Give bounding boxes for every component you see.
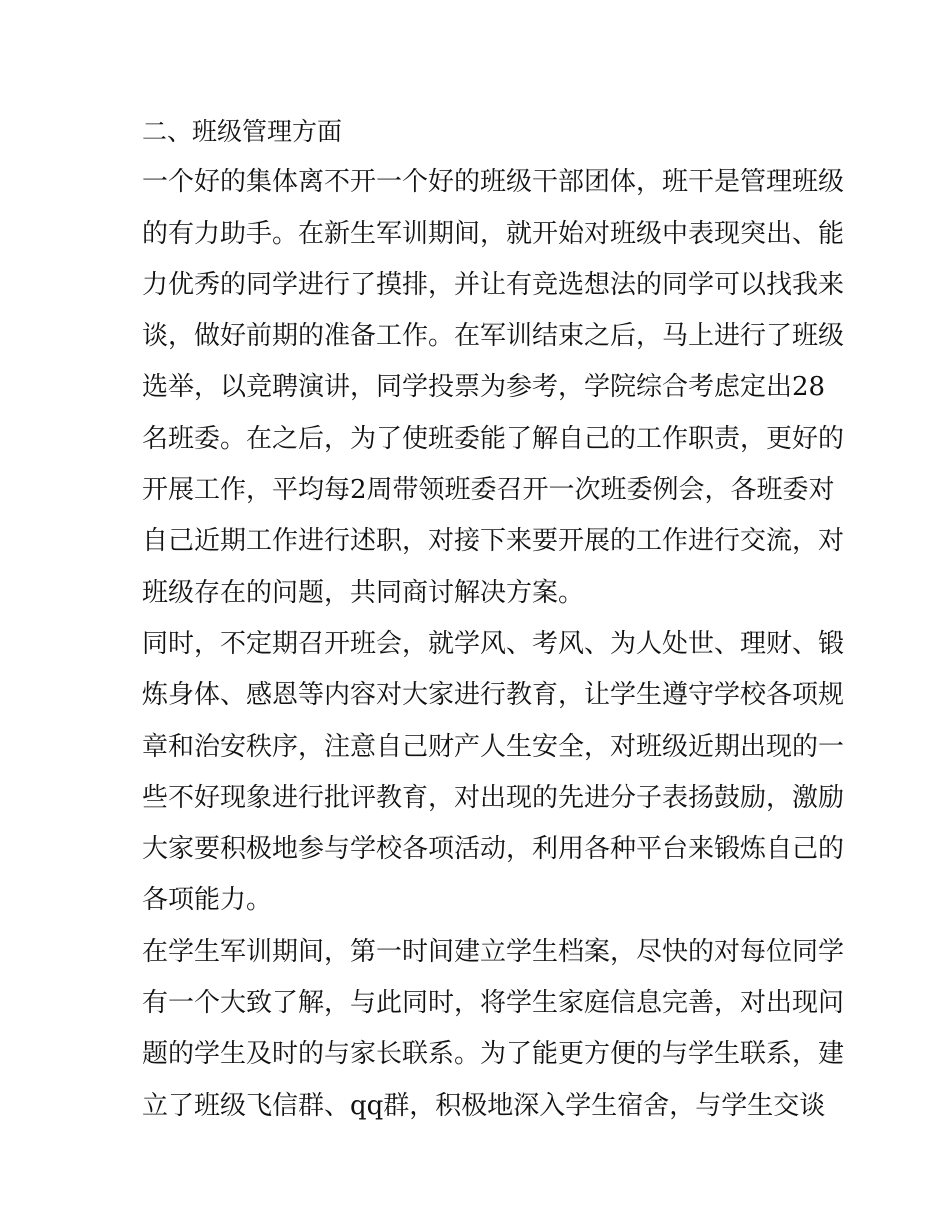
text-line: 在学生军训期间，第一时间建立学生档案，尽快的对每位同学 [142,936,845,967]
text-line: 各项能力。 [142,885,273,916]
section-heading: 二、班级管理方面 [142,117,343,146]
text-line: 立了班级飞信群、qq群，积极地深入学生宿舍，与学生交谈 [142,1090,826,1121]
text-line: 些不好现象进行批评教育，对出现的先进分子表扬鼓励，激励 [142,782,845,813]
text-line: 谈，做好前期的准备工作。在军训结束之后，马上进行了班级 [142,321,845,352]
paragraph-student-records [142,927,845,1132]
text-line: 的有力助手。在新生军训期间，就开始对班级中表现突出、能 [142,218,845,249]
text-line: 班级存在的问题，共同商讨解决方案。 [142,577,585,608]
paragraph-class-cadres [142,157,845,619]
text-line: 同时，不定期召开班会，就学风、考风、为人处世、理财、锻 [142,628,845,659]
text-line: 选举，以竞聘演讲，同学投票为参考，学院综合考虑定出28 [142,372,826,403]
document-body [142,106,845,1132]
text-line: 大家要积极地参与学校各项活动，利用各种平台来锻炼自己的 [142,834,845,865]
text-line: 有一个大致了解，与此同时，将学生家庭信息完善，对出现问 [142,988,845,1019]
text-line: 开展工作，平均每2周带领班委召开一次班委例会，各班委对 [142,475,835,506]
text-line: 一个好的集体离不开一个好的班级干部团体，班干是管理班级 [142,167,845,198]
text-line: 名班委。在之后，为了使班委能了解自己的工作职责，更好的 [142,423,845,454]
text-line: 力优秀的同学进行了摸排，并让有竞选想法的同学可以找我来 [142,269,845,300]
text-line: 炼身体、感恩等内容对大家进行教育，让学生遵守学校各项规 [142,680,845,711]
paragraph-class-meetings [142,619,845,927]
text-line: 自己近期工作进行述职，对接下来要开展的工作进行交流，对 [142,526,845,557]
text-line: 章和治安秩序，注意自己财产人生安全，对班级近期出现的一 [142,731,845,762]
text-line: 题的学生及时的与家长联系。为了能更方便的与学生联系，建 [142,1039,845,1070]
